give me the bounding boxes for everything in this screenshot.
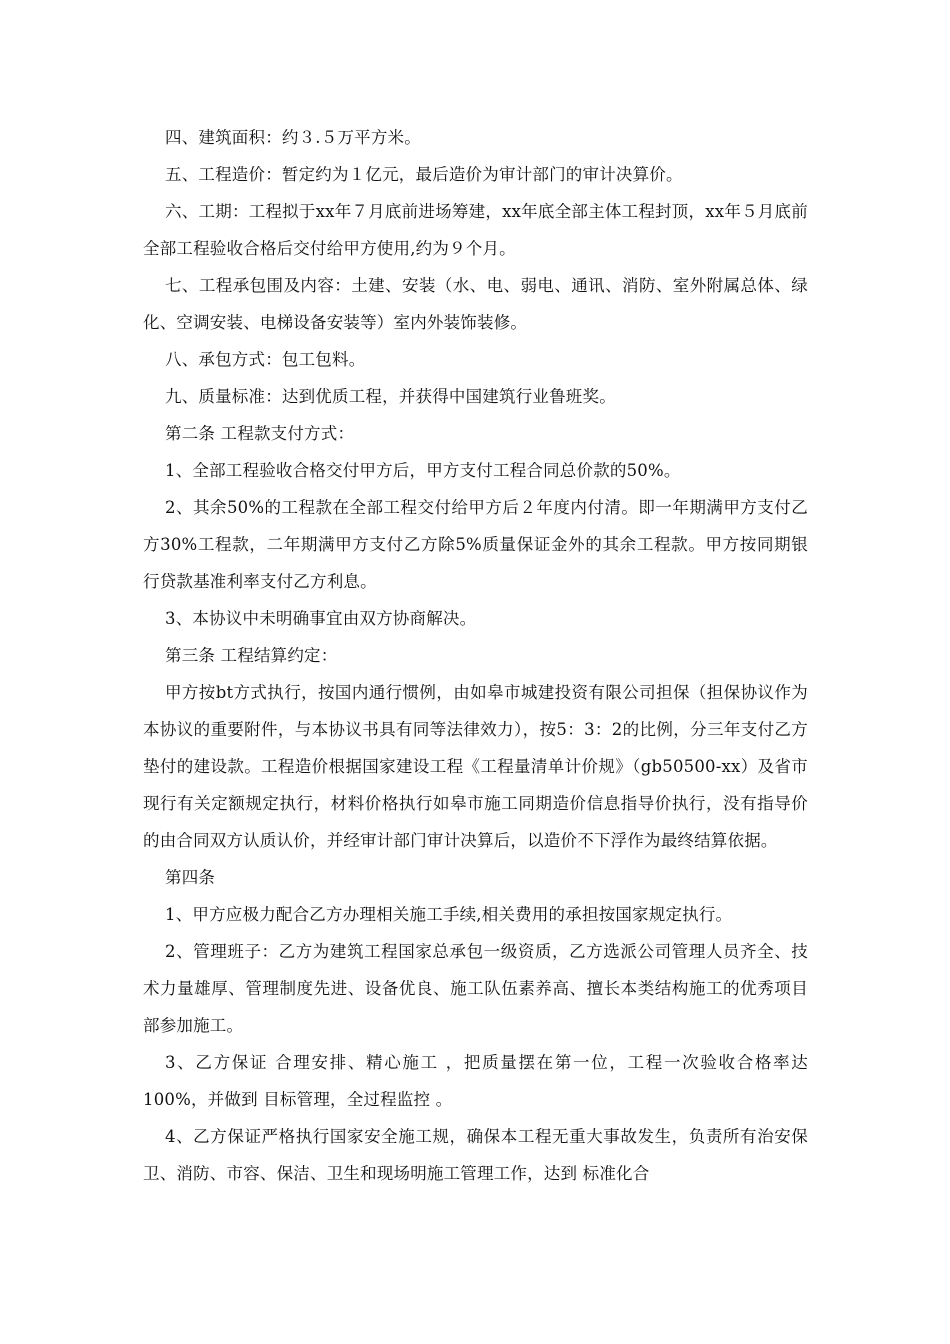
paragraph-article-four-3: 3、乙方保证 合理安排、精心施工 ，把质量摆在第一位，工程一次验收合格率达100%，并做到 目标管理，全过程监控 。: [143, 1053, 808, 1109]
paragraph-article-four-4: 4、乙方保证严格执行国家安全施工规，确保本工程无重大事故发生，负责所有治安保卫、消防、市容、保洁、卫生和现场明施工管理工作，达到 标准化合: [143, 1127, 808, 1183]
paragraph-article-four-2: 2、管理班子：乙方为建筑工程国家总承包一级资质，乙方选派公司管理人员齐全、技术力量雄厚、管理制度先进、设备优良、施工队伍素养高、擅长本类结构施工的优秀项目部参加施工。: [143, 942, 808, 1035]
heading-article-four: 第四条: [165, 868, 216, 887]
paragraph-building-area: 四、建筑面积：约３.５万平方米。: [165, 128, 421, 147]
paragraph-settlement: 甲方按bt方式执行，按国内通行惯例，由如皋市城建投资有限公司担保（担保协议作为本协议的重要附件，与本协议书具有同等法律效力），按5：3：2的比例，分三年支付乙方垫付的建设款。工程造价根据国家建设工程《工程量清单计价规》（gb50500-xx）及省市现行有关定额规定执行，材料价格执行如皋市施工同期造价信息指导价执行，没有指导价的由合同双方认质认价，并经审计部门审计决算后，以造价不下浮作为最终结算依据。: [143, 683, 808, 850]
paragraph-scope: 七、工程承包围及内容：土建、安装（水、电、弱电、通讯、消防、室外附属总体、绿化、空调安装、电梯设备安装等）室内外装饰装修。: [143, 276, 808, 332]
paragraph-payment-3: 3、本协议中未明确事宜由双方协商解决。: [165, 609, 477, 628]
paragraph-payment-2: 2、其余50%的工程款在全部工程交付给甲方后２年度内付清。即一年期满甲方支付乙方30%工程款，二年期满甲方支付乙方除5%质量保证金外的其余工程款。甲方按同期银行贷款基准利率支付乙方利息。: [143, 498, 808, 591]
paragraph-project-cost: 五、工程造价：暂定约为１亿元，最后造价为审计部门的审计决算价。: [165, 165, 683, 184]
heading-article-two: 第二条 工程款支付方式：: [165, 424, 355, 443]
paragraph-contract-method: 八、承包方式：包工包料。: [165, 350, 366, 369]
heading-article-three: 第三条 工程结算约定：: [165, 646, 338, 665]
document-body: [143, 119, 808, 1192]
paragraph-quality-standard: 九、质量标准：达到优质工程，并获得中国建筑行业鲁班奖。: [165, 387, 616, 406]
paragraph-payment-1: 1、全部工程验收合格交付甲方后，甲方支付工程合同总价款的50%。: [165, 461, 681, 480]
paragraph-schedule: 六、工期：工程拟于xx年７月底前进场筹建，xx年底全部主体工程封顶，xx年５月底前全部工程验收合格后交付给甲方使用,约为９个月。: [143, 202, 808, 258]
paragraph-article-four-1: 1、甲方应极力配合乙方办理相关施工手续,相关费用的承担按国家规定执行。: [165, 905, 733, 924]
